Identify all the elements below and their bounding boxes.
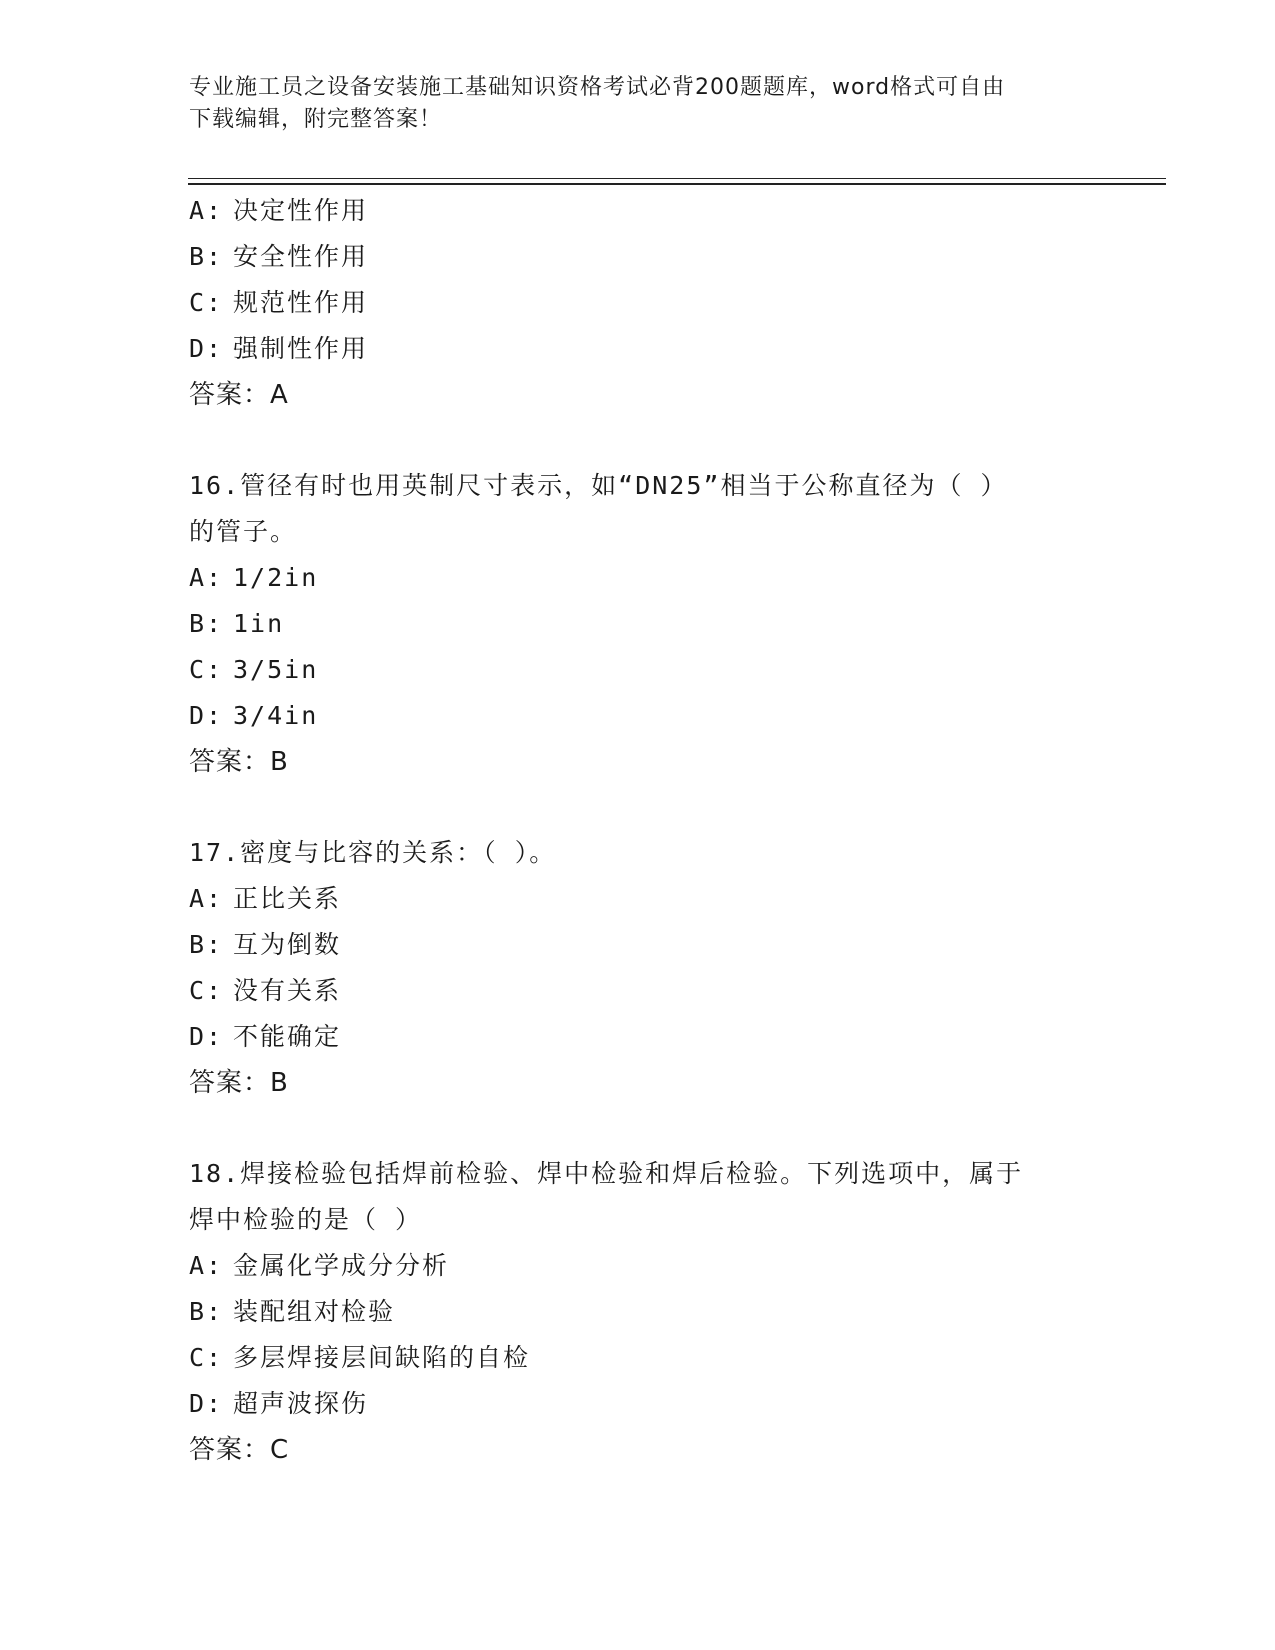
option-c	[189, 647, 1149, 693]
question-stem: 17.密度与比容的关系：（ ）。	[189, 838, 557, 867]
option-text: 互为倒数	[233, 930, 342, 959]
option-letter: A:	[189, 563, 224, 592]
option-text: 装配组对检验	[233, 1297, 396, 1326]
option-text: 1in	[233, 609, 285, 638]
option-letter: B:	[189, 1297, 224, 1326]
option-a	[189, 876, 1149, 922]
option-b	[189, 601, 1149, 647]
option-text: 没有关系	[233, 976, 342, 1005]
document-header	[189, 72, 1089, 136]
option-b	[189, 1289, 1149, 1335]
question-list	[189, 188, 1149, 1473]
option-text: 规范性作用	[233, 288, 369, 317]
question-stem-continued: 焊中检验的是（ ）	[189, 1205, 423, 1234]
header-line-2: 下载编辑，附完整答案！	[189, 107, 443, 132]
option-text: 不能确定	[233, 1022, 342, 1051]
option-d	[189, 1381, 1149, 1427]
option-b	[189, 922, 1149, 968]
answer-line: 答案：B	[189, 747, 289, 777]
option-d	[189, 693, 1149, 739]
option-letter: B:	[189, 930, 224, 959]
option-d	[189, 326, 1149, 372]
option-text: 多层焊接层间缺陷的自检	[233, 1343, 531, 1372]
header-line-1: 专业施工员之设备安装施工基础知识资格考试必背200题题库，word格式可自由	[189, 75, 1006, 100]
question-stem: 18.焊接检验包括焊前检验、焊中检验和焊后检验。下列选项中，属于	[189, 1159, 1024, 1188]
header-divider-thin	[188, 178, 1166, 179]
option-c	[189, 280, 1149, 326]
option-letter: D:	[189, 701, 224, 730]
option-letter: D:	[189, 334, 224, 363]
option-a	[189, 188, 1149, 234]
option-c	[189, 1335, 1149, 1381]
option-b	[189, 234, 1149, 280]
option-text: 超声波探伤	[233, 1389, 369, 1418]
question-15	[189, 188, 1149, 418]
option-letter: B:	[189, 242, 224, 271]
option-text: 正比关系	[233, 884, 342, 913]
option-c	[189, 968, 1149, 1014]
option-text: 决定性作用	[233, 196, 369, 225]
option-letter: D:	[189, 1022, 224, 1051]
option-letter: B:	[189, 609, 224, 638]
question-stem-continued: 的管子。	[189, 517, 298, 546]
option-letter: C:	[189, 976, 224, 1005]
option-text: 安全性作用	[233, 242, 369, 271]
option-text: 1/2in	[233, 563, 319, 592]
option-letter: A:	[189, 1251, 224, 1280]
answer-line: 答案：B	[189, 1068, 289, 1098]
answer-line: 答案：C	[189, 1435, 290, 1465]
option-text: 3/5in	[233, 655, 319, 684]
option-letter: A:	[189, 196, 224, 225]
option-letter: C:	[189, 655, 224, 684]
option-letter: A:	[189, 884, 224, 913]
option-text: 强制性作用	[233, 334, 369, 363]
option-a	[189, 555, 1149, 601]
header-divider-thick	[188, 183, 1166, 185]
option-text: 3/4in	[233, 701, 319, 730]
option-letter: C:	[189, 1343, 224, 1372]
question-stem: 16.管径有时也用英制尺寸表示，如“DN25”相当于公称直径为（ ）	[189, 471, 1008, 500]
question-17	[189, 830, 1149, 1106]
question-18	[189, 1151, 1149, 1473]
answer-line: 答案：A	[189, 380, 289, 410]
option-a	[189, 1243, 1149, 1289]
option-d	[189, 1014, 1149, 1060]
option-text: 金属化学成分分析	[233, 1251, 450, 1280]
question-16	[189, 463, 1149, 785]
option-letter: D:	[189, 1389, 224, 1418]
option-letter: C:	[189, 288, 224, 317]
